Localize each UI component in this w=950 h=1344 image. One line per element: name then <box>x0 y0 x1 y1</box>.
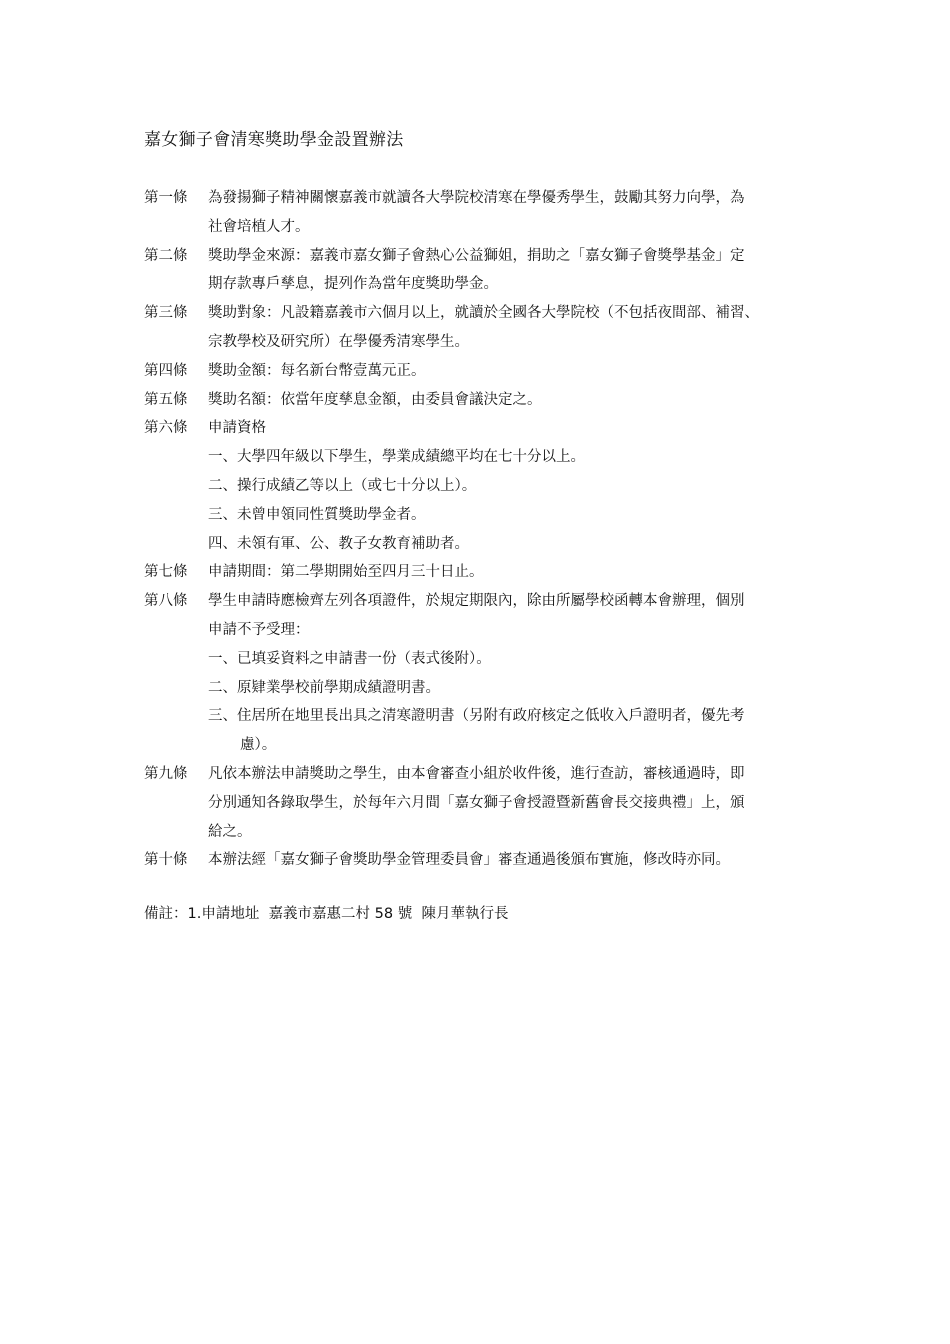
sub-item-text-line: 二、原肄業學校前學期成績證明書。 <box>208 679 440 696</box>
article-text-line: 期存款專戶孳息，提列作為當年度獎助學金。 <box>208 276 498 293</box>
article-text-line: 社會培植人才。 <box>208 218 310 235</box>
article-body <box>208 587 800 645</box>
article-text-line: 申請資格 <box>208 420 266 437</box>
article-number: 第七條 <box>144 564 188 581</box>
article-number: 第四條 <box>144 362 188 379</box>
article-body <box>208 558 800 587</box>
article-text-line: 獎助對象：凡設籍嘉義市六個月以上，就讀於全國各大學院校（不包括夜間部、補習、 <box>208 305 759 322</box>
article-7 <box>144 558 824 587</box>
article-body <box>208 386 800 415</box>
article-5 <box>144 386 824 415</box>
article-6 <box>144 414 824 443</box>
sub-item-text-line: 三、未曾申領同性質獎助學金者。 <box>208 506 426 523</box>
article-3 <box>144 299 824 357</box>
article-text-line: 學生申請時應檢齊左列各項證件，於規定期限內，除由所屬學校函轉本會辦理，個別 <box>208 593 745 610</box>
article-number: 第六條 <box>144 420 188 437</box>
article-text-line: 宗教學校及研究所）在學優秀清寒學生。 <box>208 333 469 350</box>
article-number: 第八條 <box>144 593 188 610</box>
article-body <box>208 184 800 242</box>
article-sub-item <box>144 443 824 472</box>
article-body <box>208 760 800 846</box>
article-body <box>208 846 800 875</box>
article-text-line: 獎助名額：依當年度孳息金額，由委員會議決定之。 <box>208 391 542 408</box>
sub-item-text-line: 一、大學四年級以下學生，學業成績總平均在七十分以上。 <box>208 449 585 466</box>
article-1 <box>144 184 824 242</box>
article-text-line: 獎助金額：每名新台幣壹萬元正。 <box>208 362 426 379</box>
article-body <box>208 414 800 443</box>
sub-item-text-line: 二、操行成績乙等以上（或七十分以上）。 <box>208 477 477 494</box>
article-sub-item <box>144 645 824 674</box>
article-body <box>208 299 800 357</box>
article-sub-item <box>144 530 824 559</box>
article-9 <box>144 760 824 846</box>
article-number: 第一條 <box>144 190 188 206</box>
article-text-line: 申請不予受理： <box>208 621 310 638</box>
article-8 <box>144 587 824 645</box>
article-10 <box>144 846 824 875</box>
article-number: 第十條 <box>144 852 188 869</box>
article-4 <box>144 357 824 386</box>
sub-item-text-line: 三、住居所在地里長出具之清寒證明書（另附有政府核定之低收入戶證明者，優先考 <box>208 708 745 725</box>
article-text-line: 分別通知各錄取學生，於每年六月間「嘉女獅子會授證暨新舊會長交接典禮」上，頒 <box>208 794 745 811</box>
article-text-line: 獎助學金來源：嘉義市嘉女獅子會熱心公益獅姐，捐助之「嘉女獅子會獎學基金」定 <box>208 247 745 264</box>
sub-item-text-line: 慮）。 <box>240 737 277 754</box>
article-number: 第五條 <box>144 391 188 408</box>
article-text-line: 本辦法經「嘉女獅子會獎助學金管理委員會」審查通過後頒布實施，修改時亦同。 <box>208 852 730 869</box>
article-number: 第二條 <box>144 247 188 264</box>
article-text-line: 為發揚獅子精神關懷嘉義市就讀各大學院校清寒在學優秀學生，鼓勵其努力向學，為 <box>208 190 745 206</box>
article-sub-item <box>144 702 824 760</box>
article-sub-item <box>144 674 824 703</box>
sub-item-text-line: 四、未領有軍、公、教子女教育補助者。 <box>208 535 469 552</box>
article-body <box>208 242 800 300</box>
article-text-line: 凡依本辦法申請獎助之學生，由本會審查小組於收件後，進行查訪，審核通過時，即 <box>208 765 745 782</box>
sub-item-text-line: 一、已填妥資料之申請書一份（表式後附）。 <box>208 650 491 667</box>
remark-note: 備註：1.申請地址 嘉義市嘉惠二村 58 號 陳月華執行長 <box>144 906 509 922</box>
article-text-line: 申請期間：第二學期開始至四月三十日止。 <box>208 564 484 581</box>
article-number: 第九條 <box>144 765 188 782</box>
article-sub-item <box>144 472 824 501</box>
document-title: 嘉女獅子會清寒獎助學金設置辦法 <box>144 130 404 150</box>
article-sub-item <box>144 501 824 530</box>
article-number: 第三條 <box>144 305 188 322</box>
article-body <box>208 357 800 386</box>
article-text-line: 給之。 <box>208 823 252 840</box>
article-list <box>144 184 824 875</box>
article-2 <box>144 242 824 300</box>
